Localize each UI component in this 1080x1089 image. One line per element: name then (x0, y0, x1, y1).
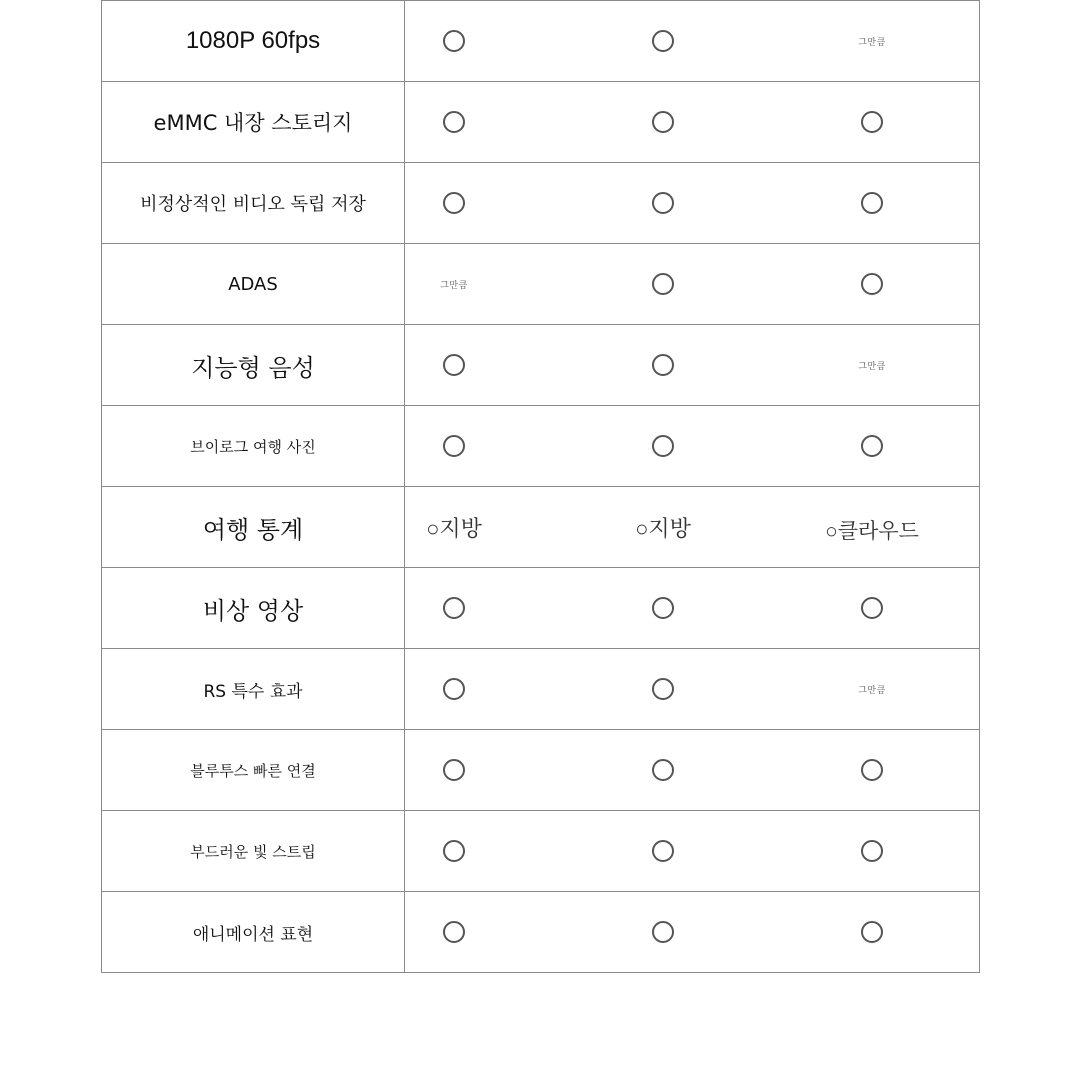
circle-icon (652, 30, 674, 52)
feature-label: ADAS (228, 273, 278, 295)
model-1-cell (384, 730, 524, 810)
model-2-cell (593, 82, 733, 162)
circle-icon (443, 678, 465, 700)
cell-text: ○클라우드 (825, 520, 919, 543)
model-1-cell (384, 163, 524, 243)
model-2-cell (593, 487, 733, 567)
model-3-cell (802, 568, 942, 648)
circle-icon (443, 921, 465, 943)
model-1-cell (384, 325, 524, 405)
feature-label: 1080P 60fps (185, 27, 321, 54)
model-3-cell (802, 163, 942, 243)
circle-icon (652, 192, 674, 214)
model-3-cell (802, 730, 942, 810)
circle-icon (443, 192, 465, 214)
cell-text: 그만큼 (440, 280, 468, 291)
table-row (102, 648, 979, 729)
cell-text: 그만큼 (858, 685, 886, 696)
model-3-cell (802, 406, 942, 486)
table-row (102, 405, 979, 486)
circle-icon (861, 192, 883, 214)
cell-text: ○지방 (635, 515, 691, 541)
model-1-cell (384, 892, 524, 972)
circle-icon (652, 435, 674, 457)
model-3-cell (802, 487, 942, 567)
table-row (102, 729, 979, 810)
circle-icon (443, 597, 465, 619)
circle-icon (652, 678, 674, 700)
circle-icon (443, 111, 465, 133)
table-row (102, 810, 979, 891)
table-row (102, 0, 979, 81)
circle-icon (443, 435, 465, 457)
model-1-cell (384, 568, 524, 648)
circle-icon (861, 111, 883, 133)
feature-label: 비정상적인 비디오 독립 저장 (140, 194, 366, 215)
model-2-cell (593, 163, 733, 243)
model-1-cell (384, 1, 524, 81)
feature-label: 블루투스 빠른 연결 (190, 761, 316, 780)
model-1-cell (384, 649, 524, 729)
circle-icon (861, 840, 883, 862)
model-2-cell (593, 244, 733, 324)
table-row (102, 486, 979, 567)
feature-label: eMMC 내장 스토리지 (153, 111, 353, 135)
circle-icon (652, 921, 674, 943)
circle-icon (652, 597, 674, 619)
model-1-cell (384, 82, 524, 162)
model-1-cell (384, 244, 524, 324)
circle-icon (861, 435, 883, 457)
circle-icon (652, 111, 674, 133)
cell-text: ○지방 (426, 515, 482, 541)
model-2-cell (593, 568, 733, 648)
circle-icon (652, 840, 674, 862)
circle-icon (652, 273, 674, 295)
circle-icon (443, 30, 465, 52)
circle-icon (861, 597, 883, 619)
model-2-cell (593, 811, 733, 891)
feature-label: 지능형 음성 (191, 353, 315, 382)
model-2-cell (593, 730, 733, 810)
circle-icon (443, 759, 465, 781)
model-3-cell (802, 892, 942, 972)
model-3-cell (802, 649, 942, 729)
circle-icon (861, 921, 883, 943)
feature-label: 여행 통계 (202, 515, 304, 544)
table-row (102, 567, 979, 648)
model-3-cell (802, 244, 942, 324)
table-row (102, 162, 979, 243)
model-2-cell (593, 406, 733, 486)
model-2-cell (593, 892, 733, 972)
feature-label: RS 특수 효과 (203, 681, 303, 702)
feature-label: 애니메이션 표현 (192, 924, 314, 945)
model-2-cell (593, 1, 733, 81)
circle-icon (443, 840, 465, 862)
table-row (102, 891, 979, 972)
circle-icon (861, 273, 883, 295)
model-2-cell (593, 649, 733, 729)
model-1-cell (384, 487, 524, 567)
feature-label: 비상 영상 (202, 596, 304, 625)
model-1-cell (384, 406, 524, 486)
cell-text: 그만큼 (858, 37, 886, 48)
feature-label: 브이로그 여행 사진 (190, 437, 316, 456)
table-row (102, 324, 979, 405)
circle-icon (652, 759, 674, 781)
model-3-cell (802, 82, 942, 162)
model-3-cell (802, 811, 942, 891)
model-3-cell (802, 1, 942, 81)
table-row (102, 81, 979, 162)
feature-label: 부드러운 빛 스트립 (190, 842, 316, 861)
model-1-cell (384, 811, 524, 891)
table-row (102, 243, 979, 324)
circle-icon (861, 759, 883, 781)
circle-icon (652, 354, 674, 376)
model-2-cell (593, 325, 733, 405)
comparison-table (101, 0, 980, 973)
circle-icon (443, 354, 465, 376)
model-3-cell (802, 325, 942, 405)
cell-text: 그만큼 (858, 361, 886, 372)
